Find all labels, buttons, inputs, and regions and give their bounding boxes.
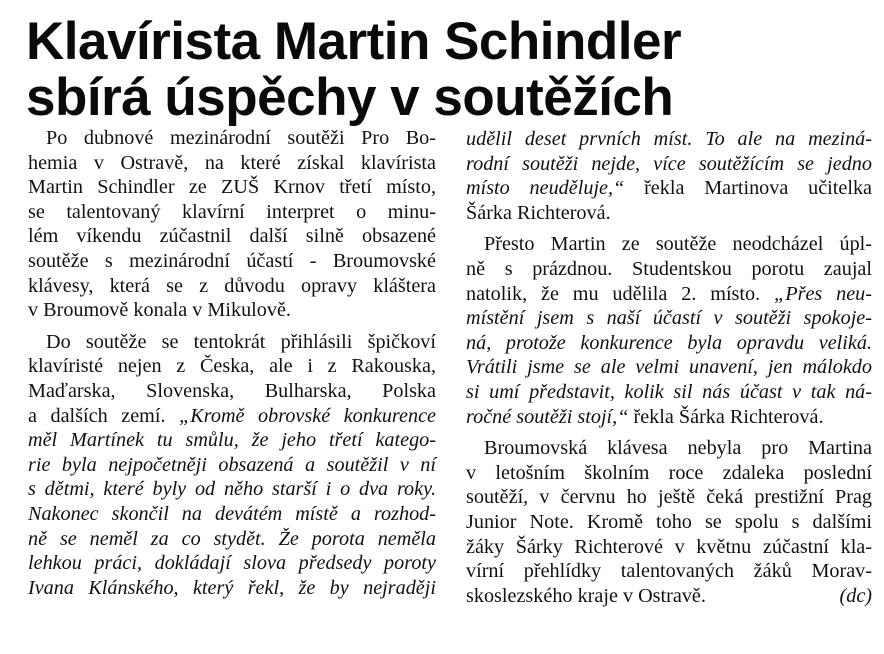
text-line [466, 176, 872, 201]
text-line: vírní přehlídky talentovaných žáků Morav- [466, 560, 872, 583]
text-line: Junior Note. Kromě toho se spolu s dalšími [466, 510, 872, 533]
text-line: Po dubnové mezinárodní soutěži Pro Bo- [46, 127, 436, 149]
right-column [466, 127, 872, 608]
quote-line: Ivana Klánského, který řekl, že by nejraději [28, 576, 436, 599]
text-line: v Broumově konala v Mikulově. [28, 299, 291, 322]
quote-line: ně se neměl za co stydět. Že porota neměla [28, 527, 436, 550]
text-line: Maďarska, Slovenska, Bulharska, Polska [28, 379, 436, 402]
quote-line: rodní soutěži nejde, více soutěžícím se jedno [466, 152, 872, 175]
text-line [466, 405, 872, 430]
text-line: Do soutěže se tentokrát přihlásili špičkoví [46, 330, 436, 353]
text-line: v letošním školním roce zdaleka poslední [466, 461, 872, 484]
quote-line: ná, protože konkurence byla opravdu veliká. [466, 331, 872, 354]
text-line: lém víkendu zúčastnil další silně obsazené [28, 225, 436, 248]
headline-line-2: sbírá úspěchy v soutěžích [26, 68, 674, 127]
quote-line: lehkou práci, dokládají slova předsedy poroty [28, 552, 436, 575]
text-line: Martin Schindler ze ZUŠ Krnov třetí místo, [28, 176, 436, 199]
quote-line: rie byla nejpočetněji obsazená a soutěžil v ní [28, 453, 436, 476]
text-run: a dalších zemí. [28, 404, 180, 427]
quote-run: „Kromě obrovské konkurence [179, 404, 436, 427]
text-run: řekla Šárka Richterová. [628, 405, 824, 428]
text-line: klavíristé nejen z Česka, ale i z Rakouska, [28, 355, 436, 378]
text-run: skoslezského kraje v Ostravě. [466, 584, 706, 607]
text-line: soutěží, v červnu ho ještě čeká prestižní Prag [466, 486, 872, 509]
text-line: Šárka Richterová. [466, 201, 611, 224]
quote-run: „Přes neu- [774, 282, 872, 305]
article-headline [26, 14, 876, 126]
text-line [466, 584, 872, 609]
quote-run: místo neuděluje,“ [466, 177, 625, 200]
text-line: soutěže s mezinárodní účastí - Broumovské [28, 249, 436, 272]
quote-run: ročné soutěži stojí,“ [466, 405, 629, 428]
quote-line: s dětmi, které byly od něho starší i o dva roky. [28, 478, 436, 501]
quote-line: Vrátili jsme se ale velmi unavení, jen málokdo [466, 356, 872, 379]
quote-line: udělil deset prvních míst. To ale na meziná- [466, 128, 872, 150]
left-column [28, 126, 436, 600]
text-line [466, 282, 872, 307]
quote-line: si umí představit, kolik sil nás účast v tak ná- [466, 380, 872, 403]
text-run: natolik, že mu udělila 2. místo. [466, 282, 775, 305]
text-line: se talentovaný klavírní interpret o minu- [28, 200, 436, 223]
quote-line: Nakonec skončil na devátém místě a rozhod- [28, 502, 436, 525]
text-run: řekla Martinova učitelka [624, 177, 872, 200]
quote-line: měl Martínek tu smůlu, že jeho třetí katego- [28, 429, 436, 452]
text-line: Přesto Martin ze soutěže neodcházel úpl- [484, 233, 872, 256]
text-line: žáky Šárky Richterové v květnu zúčastní kla- [466, 535, 872, 558]
quote-line: místění jsem s naší účastí v soutěži spokoje- [466, 307, 872, 330]
text-line [28, 404, 436, 429]
text-line: hemia v Ostravě, na které získal klavírista [28, 151, 436, 174]
headline-line-1: Klavírista Martin Schindler [26, 12, 682, 71]
text-line: klávesy, která se z důvodu opravy kláštera [28, 274, 436, 297]
text-line: ně s prázdnou. Studentskou porotu zaujal [466, 257, 872, 280]
text-line: Broumovská klávesa nebyla pro Martina [484, 437, 872, 460]
author-signature: (dc) [839, 584, 872, 607]
